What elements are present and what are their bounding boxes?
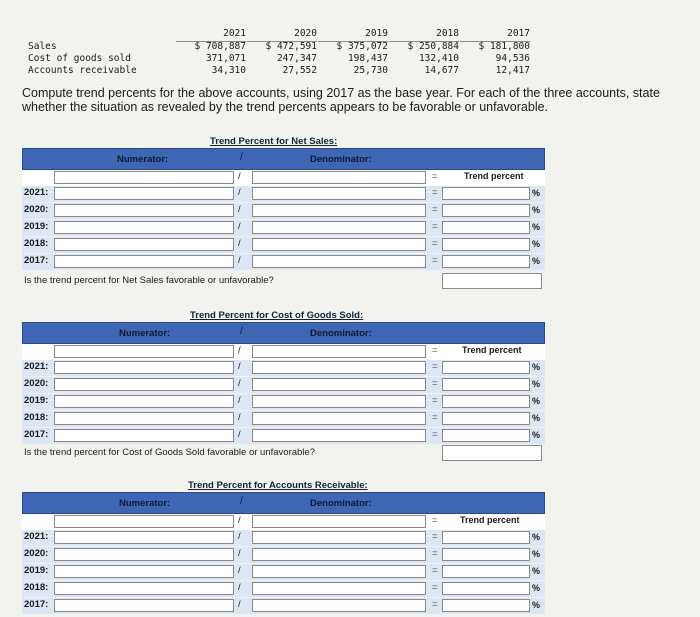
favorable-answer-input[interactable] — [442, 273, 542, 289]
equals-sign: = — [432, 361, 438, 372]
trend-percent-input[interactable] — [442, 531, 530, 544]
account-data-table — [0, 0, 700, 84]
trend-percent-label: Trend percent — [462, 345, 522, 355]
percent-sign: % — [532, 362, 541, 372]
net-sales-section — [22, 136, 545, 296]
numerator-label: Numerator: — [119, 498, 171, 509]
trend-percent-input[interactable] — [442, 238, 530, 251]
year-row — [22, 411, 545, 427]
year-label: 2019: — [24, 565, 49, 576]
trend-percent-input[interactable] — [442, 378, 530, 391]
numerator-input[interactable] — [54, 565, 234, 578]
divide-sign: / — [240, 326, 243, 337]
denominator-input[interactable] — [252, 187, 426, 200]
year-label: 2018: — [24, 582, 49, 593]
numerator-input[interactable] — [54, 531, 234, 544]
year-header: 2017 — [460, 28, 530, 42]
divide-sign: / — [238, 429, 241, 440]
year-header: 2021 — [176, 28, 246, 42]
numerator-input[interactable] — [54, 378, 234, 391]
year-label: 2019: — [24, 221, 49, 232]
percent-sign: % — [532, 239, 541, 249]
cell: $ 375,072 — [336, 41, 388, 52]
trend-percent-input[interactable] — [442, 361, 530, 374]
equals-sign: = — [432, 515, 438, 526]
denominator-label: Denominator: — [310, 498, 372, 509]
divide-sign: / — [238, 171, 241, 182]
year-label: 2019: — [24, 395, 49, 406]
divide-sign: / — [238, 582, 241, 593]
denominator-input[interactable] — [252, 255, 426, 268]
percent-sign: % — [532, 188, 541, 198]
percent-sign: % — [532, 205, 541, 215]
equals-sign: = — [432, 187, 438, 198]
numerator-input[interactable] — [54, 187, 234, 200]
cell: 94,536 — [495, 53, 530, 64]
year-label: 2017: — [24, 429, 49, 440]
year-row — [22, 360, 545, 376]
denominator-input[interactable] — [252, 565, 426, 578]
equals-sign: = — [432, 171, 438, 182]
percent-sign: % — [532, 583, 541, 593]
denominator-input[interactable] — [252, 582, 426, 595]
divide-sign: / — [240, 152, 243, 163]
divide-sign: / — [238, 187, 241, 198]
header-band — [22, 322, 545, 344]
section-title: Trend Percent for Net Sales: — [210, 136, 338, 147]
numerator-input[interactable] — [54, 361, 234, 374]
year-row — [22, 598, 545, 614]
numerator-input[interactable] — [54, 204, 234, 217]
equals-sign: = — [432, 429, 438, 440]
trend-percent-input[interactable] — [442, 565, 530, 578]
numerator-input[interactable] — [54, 548, 234, 561]
equals-sign: = — [432, 548, 438, 559]
percent-sign: % — [532, 600, 541, 610]
percent-sign: % — [532, 532, 541, 542]
numerator-input[interactable] — [54, 238, 234, 251]
year-header: 2020 — [247, 28, 317, 42]
trend-percent-input[interactable] — [442, 395, 530, 408]
year-header: 2019 — [318, 28, 388, 42]
cogs-section — [22, 310, 545, 460]
trend-percent-input[interactable] — [442, 548, 530, 561]
year-row — [22, 237, 545, 253]
year-label: 2020: — [24, 548, 49, 559]
equals-sign: = — [432, 531, 438, 542]
numerator-input[interactable] — [54, 582, 234, 595]
equals-sign: = — [432, 221, 438, 232]
numerator-input[interactable] — [54, 345, 234, 358]
equals-sign: = — [432, 204, 438, 215]
denominator-input[interactable] — [252, 378, 426, 391]
cell: $ 472,591 — [265, 41, 317, 52]
year-row — [22, 564, 545, 580]
section-title: Trend Percent for Cost of Goods Sold: — [190, 310, 364, 321]
divide-sign: / — [238, 531, 241, 542]
year-label: 2021: — [24, 361, 49, 372]
numerator-input[interactable] — [54, 599, 234, 612]
denominator-label: Denominator: — [310, 328, 372, 339]
cell: 247,347 — [276, 53, 317, 64]
trend-percent-input[interactable] — [442, 582, 530, 595]
denominator-input[interactable] — [252, 599, 426, 612]
cell: 14,677 — [424, 65, 459, 76]
year-row — [22, 203, 545, 219]
trend-percent-input[interactable] — [442, 412, 530, 425]
denominator-input[interactable] — [252, 361, 426, 374]
equals-sign: = — [432, 378, 438, 389]
year-label: 2017: — [24, 255, 49, 266]
denominator-input[interactable] — [252, 548, 426, 561]
denominator-input[interactable] — [252, 345, 426, 358]
trend-percent-input[interactable] — [442, 204, 530, 217]
cell: 12,417 — [495, 65, 530, 76]
year-row — [22, 530, 545, 546]
favorable-question: Is the trend percent for Cost of Goods Sold favorable or unfavorable? — [24, 447, 315, 458]
denominator-input[interactable] — [252, 171, 426, 184]
year-row — [22, 547, 545, 563]
divide-sign: / — [238, 565, 241, 576]
denominator-label: Denominator: — [310, 154, 372, 165]
favorable-question: Is the trend percent for Net Sales favorable or unfavorable? — [24, 275, 274, 286]
denominator-input[interactable] — [252, 531, 426, 544]
year-row — [22, 581, 545, 597]
divide-sign: / — [238, 412, 241, 423]
numerator-input[interactable] — [54, 395, 234, 408]
year-row — [22, 220, 545, 236]
trend-header-row — [22, 514, 545, 530]
cell: $ 708,887 — [194, 41, 246, 52]
percent-sign: % — [532, 549, 541, 559]
cell: 132,410 — [418, 53, 459, 64]
year-label: 2017: — [24, 599, 49, 610]
divide-sign: / — [238, 204, 241, 215]
divide-sign: / — [238, 361, 241, 372]
equals-sign: = — [432, 565, 438, 576]
divide-sign: / — [238, 221, 241, 232]
cell: 25,730 — [353, 65, 388, 76]
numerator-label: Numerator: — [117, 154, 169, 165]
numerator-input[interactable] — [54, 429, 234, 442]
denominator-input[interactable] — [252, 412, 426, 425]
year-label: 2018: — [24, 238, 49, 249]
year-label: 2020: — [24, 204, 49, 215]
percent-sign: % — [532, 222, 541, 232]
equals-sign: = — [432, 599, 438, 610]
divide-sign: / — [238, 238, 241, 249]
denominator-input[interactable] — [252, 221, 426, 234]
year-header: 2018 — [389, 28, 459, 42]
percent-sign: % — [532, 379, 541, 389]
numerator-input[interactable] — [54, 515, 234, 528]
trend-percent-label: Trend percent — [464, 171, 524, 181]
year-label: 2021: — [24, 187, 49, 198]
trend-header-row — [22, 344, 545, 360]
trend-percent-input[interactable] — [442, 187, 530, 200]
year-row — [22, 186, 545, 202]
row-label-cogs: Cost of goods sold — [28, 53, 131, 64]
equals-sign: = — [432, 395, 438, 406]
year-label: 2018: — [24, 412, 49, 423]
trend-percent-input[interactable] — [442, 599, 530, 612]
numerator-input[interactable] — [54, 255, 234, 268]
year-label: 2020: — [24, 378, 49, 389]
year-row — [22, 377, 545, 393]
cell: 198,437 — [347, 53, 388, 64]
divide-sign: / — [238, 515, 241, 526]
header-band — [22, 148, 545, 170]
numerator-label: Numerator: — [119, 328, 171, 339]
percent-sign: % — [532, 256, 541, 266]
year-row — [22, 428, 545, 444]
trend-percent-input[interactable] — [442, 255, 530, 268]
cell: $ 181,800 — [478, 41, 530, 52]
divide-sign: / — [238, 548, 241, 559]
percent-sign: % — [532, 396, 541, 406]
equals-sign: = — [432, 238, 438, 249]
section-title: Trend Percent for Accounts Receivable: — [188, 480, 368, 491]
denominator-input[interactable] — [252, 515, 426, 528]
numerator-input[interactable] — [54, 412, 234, 425]
cell: 27,552 — [282, 65, 317, 76]
year-row — [22, 254, 545, 270]
cell: $ 250,884 — [407, 41, 459, 52]
equals-sign: = — [432, 582, 438, 593]
denominator-input[interactable] — [252, 395, 426, 408]
row-label-sales: Sales — [28, 41, 57, 52]
percent-sign: % — [532, 430, 541, 440]
equals-sign: = — [432, 255, 438, 266]
denominator-input[interactable] — [252, 204, 426, 217]
divide-sign: / — [238, 345, 241, 356]
percent-sign: % — [532, 413, 541, 423]
percent-sign: % — [532, 566, 541, 576]
denominator-input[interactable] — [252, 238, 426, 251]
cell: 34,310 — [211, 65, 246, 76]
cell: 371,071 — [205, 53, 246, 64]
favorable-answer-input[interactable] — [442, 445, 542, 461]
year-row — [22, 394, 545, 410]
divide-sign: / — [240, 496, 243, 507]
numerator-input[interactable] — [54, 221, 234, 234]
divide-sign: / — [238, 395, 241, 406]
question-text: Compute trend percents for the above accounts, using 2017 as the base year. For each of the three accounts, state whether the situation as revealed by the trend percents appears to be favorable or unfavorable. — [22, 86, 660, 114]
trend-percent-label: Trend percent — [460, 515, 520, 525]
trend-header-row — [22, 170, 545, 186]
divide-sign: / — [238, 378, 241, 389]
equals-sign: = — [432, 345, 438, 356]
header-band — [22, 492, 545, 514]
numerator-input[interactable] — [54, 171, 234, 184]
row-label-ar: Accounts receivable — [28, 65, 137, 76]
year-label: 2021: — [24, 531, 49, 542]
divide-sign: / — [238, 255, 241, 266]
accounts-receivable-section — [22, 480, 545, 615]
equals-sign: = — [432, 412, 438, 423]
trend-percent-input[interactable] — [442, 429, 530, 442]
divide-sign: / — [238, 599, 241, 610]
denominator-input[interactable] — [252, 429, 426, 442]
trend-percent-input[interactable] — [442, 221, 530, 234]
